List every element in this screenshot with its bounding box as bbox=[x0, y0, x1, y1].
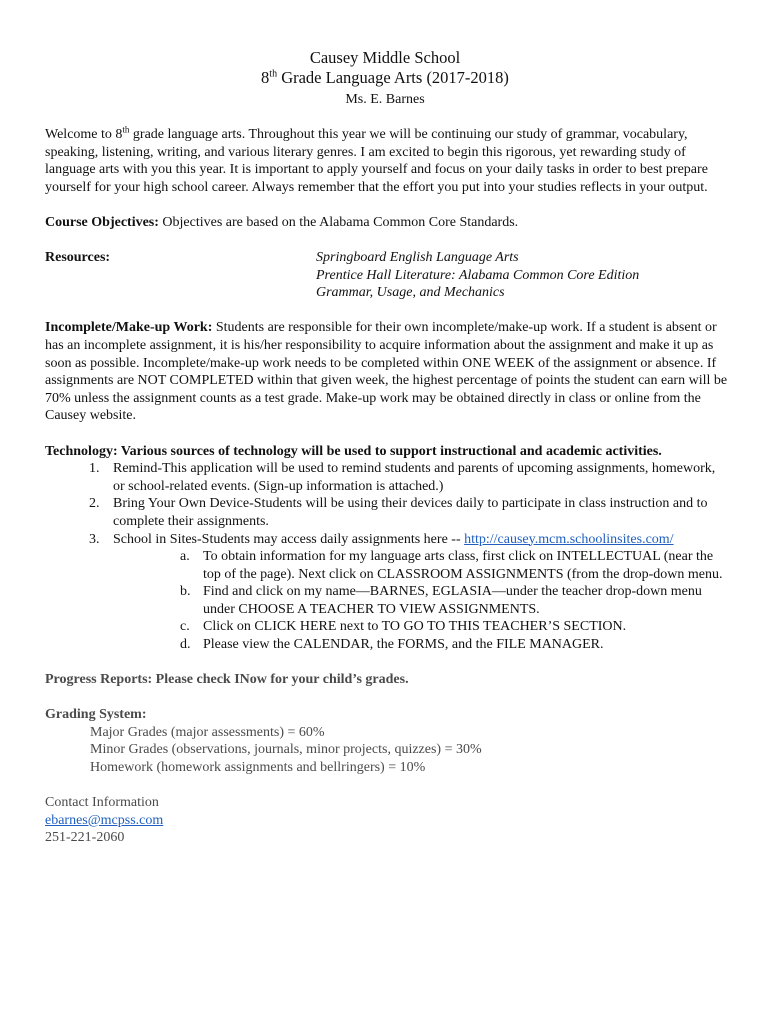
school-name: Causey Middle School bbox=[309, 48, 461, 67]
list-item-number: 2. bbox=[89, 496, 100, 512]
sublist-item bbox=[45, 618, 730, 636]
sublist-letter: c. bbox=[180, 619, 190, 635]
makeup-work-paragraph bbox=[45, 319, 730, 425]
list-item-text: Bring Your Own Device-Students will be using their devices daily to participate in class instruction and to complete their assignments. bbox=[113, 496, 708, 529]
document-header bbox=[0, 48, 770, 110]
resources-label: Resources: bbox=[45, 249, 111, 265]
grade-line: Major Grades (major assessments) = 60% bbox=[90, 724, 325, 740]
instructions-sublist bbox=[113, 548, 730, 654]
grade-line: Homework (homework assignments and bellringers) = 10% bbox=[90, 760, 426, 776]
contact-email-link[interactable]: ebarnes@mcpss.com bbox=[45, 812, 164, 828]
list-item-text: Remind-This application will be used to remind students and parents of upcoming assignments, homework, or school-related events. (Sign-up information is attached.) bbox=[113, 461, 716, 494]
technology-heading bbox=[45, 443, 730, 461]
sublist-text: Find and click on my name—BARNES, EGLASIA—under the teacher drop-down menu under CHOOSE A TEACHER TO VIEW ASSIGNMENTS. bbox=[203, 584, 702, 617]
progress-reports: Progress Reports: Please check INow for your child’s grades. bbox=[45, 672, 409, 688]
list-item bbox=[45, 460, 730, 495]
contact-label: Contact Information bbox=[45, 795, 159, 811]
sublist-item bbox=[45, 636, 730, 654]
grade-line: Minor Grades (observations, journals, minor projects, quizzes) = 30% bbox=[90, 742, 482, 758]
welcome-sup: th bbox=[122, 124, 130, 135]
resource-item: Prentice Hall Literature: Alabama Common Core Edition bbox=[316, 267, 640, 283]
objectives-label: Course Objectives: bbox=[45, 214, 159, 230]
makeup-label: Incomplete/Make-up Work: bbox=[45, 320, 213, 336]
resources-list bbox=[316, 249, 639, 302]
list-item-number: 1. bbox=[89, 461, 100, 477]
resources-section bbox=[45, 249, 730, 302]
welcome-prefix: Welcome to 8 bbox=[45, 127, 123, 142]
resource-item: Grammar, Usage, and Mechanics bbox=[316, 285, 505, 301]
makeup-text: Students are responsible for their own incomplete/make-up work. If a student is absent or has an incomplete assignment, it is his/her responsibility to acquire information about the assignment and make it up as soon as possible. Incomplete/make-up work needs to be completed within ONE WEEK of the assignment or absence. If assignments are NOT COMPLETED within that given week, the highest percentage of points the student can earn will be 70% unless the assignment counts as a test grade. Make-up work may be obtained directly in class or online from the Causey website. bbox=[45, 320, 728, 424]
sublist-letter: d. bbox=[180, 637, 191, 653]
sublist-text: Click on CLICK HERE next to TO GO TO THIS TEACHER’S SECTION. bbox=[203, 619, 627, 635]
objectives-text: Objectives are based on the Alabama Common Core Standards. bbox=[158, 214, 519, 230]
technology-list bbox=[45, 460, 730, 654]
welcome-paragraph bbox=[45, 126, 730, 196]
list-item-text: School in Sites-Students may access daily assignments here -- bbox=[113, 531, 465, 547]
sublist-text: Please view the CALENDAR, the FORMS, and the FILE MANAGER. bbox=[203, 637, 604, 653]
list-item bbox=[45, 495, 730, 530]
sublist-item bbox=[45, 548, 730, 583]
list-item-number: 3. bbox=[89, 531, 100, 547]
technology-heading-text: Technology: Various sources of technology will be used to support instructional and academic activities. bbox=[45, 443, 662, 459]
sublist-letter: a. bbox=[180, 549, 190, 565]
grading-system-label: Grading System: bbox=[45, 707, 147, 723]
course-title-rest: Grade Language Arts (2017-2018) bbox=[277, 68, 509, 87]
list-item bbox=[45, 531, 730, 654]
contact-phone: 251-221-2060 bbox=[45, 830, 125, 846]
teacher-name: Ms. E. Barnes bbox=[345, 92, 425, 107]
sublist-item bbox=[45, 583, 730, 618]
course-objectives bbox=[45, 214, 730, 232]
course-grade-number: 8 bbox=[261, 68, 270, 87]
resource-item: Springboard English Language Arts bbox=[316, 249, 519, 265]
school-website-link[interactable]: http://causey.mcm.schoolinsites.com/ bbox=[464, 531, 674, 547]
document-body bbox=[45, 126, 730, 847]
welcome-text: grade language arts. Throughout this year we will be continuing our study of grammar, vocabulary, speaking, listening, writing, and various literary genres. I am excited to begin this rigorous, yet rewarding study of language arts with you this year. It is important to apply yourself and focus on your daily tasks in order to best prepare yourself for your high school career. Always remember that the effort you put into your studies reflects in your output. bbox=[45, 127, 708, 195]
course-title bbox=[0, 68, 770, 88]
sublist-text: To obtain information for my language arts class, first click on INTELLECTUAL (near the top of the page). Next click on CLASSROOM ASSIGNMENTS (from the drop-down menu. bbox=[203, 549, 723, 582]
course-grade-suffix: th bbox=[269, 68, 278, 80]
sublist-letter: b. bbox=[180, 584, 191, 600]
